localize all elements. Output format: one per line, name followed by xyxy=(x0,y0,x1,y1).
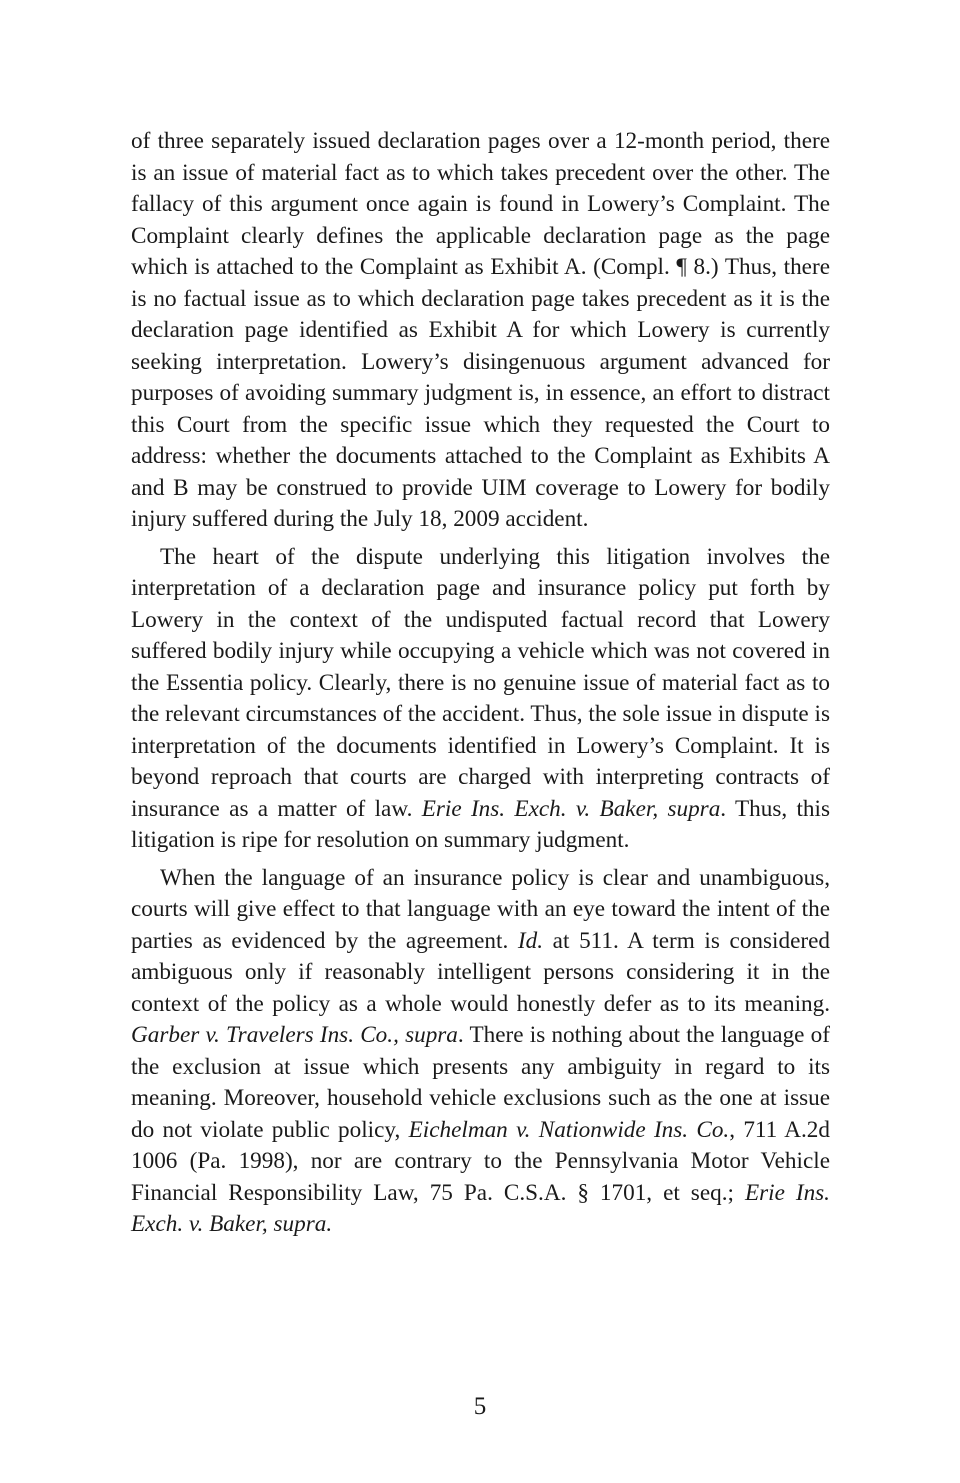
case-citation: Eichelman v. Nationwide Ins. Co. xyxy=(408,1116,730,1143)
paragraph-2-text: . Thus, this litigation is ripe for resolution on summary judgment. xyxy=(131,795,830,853)
paragraph-3-text: at 511. A term is considered ambiguous only if reasonably intelligent persons considering it in the context of the policy as a whole would honestly defer as to its meaning. xyxy=(131,927,830,1017)
paragraph-2 xyxy=(131,542,830,857)
paragraph-3 xyxy=(131,863,830,1241)
case-citation: Id. xyxy=(517,927,544,954)
paragraph-3-text: . There is nothing about the language of the exclusion at issue which presents any ambiguity in regard to its meaning. Moreover, household vehicle exclusions such as the one at issue do not violate public policy, xyxy=(131,1022,830,1143)
paragraph-3-text: , 711 A.2d 1006 (Pa. 1998), nor are contrary to the Pennsylvania Motor Vehicle Financial Responsibility Law, 75 Pa. C.S.A. § 1701, et seq.; xyxy=(131,1116,830,1206)
paragraph-2-text: The heart of the dispute underlying this litigation involves the interpretation of a declaration page and insurance policy put forth by Lowery in the context of the undisputed factual record that Lowery suffered bodily injury while occupying a vehicle which was not covered in the Essentia policy. Clearly, there is no genuine issue of material fact as to the relevant circumstances of the accident. Thus, the sole issue in dispute is interpretation of the documents identified in Lowery’s Complaint. It is beyond reproach that courts are charged with interpreting contracts of insurance as a matter of law. xyxy=(131,543,830,822)
case-citation: Erie Ins. Exch. v. Baker, supra. xyxy=(131,1179,830,1237)
body-text xyxy=(131,126,830,1241)
paragraph-1-text: of three separately issued declaration pages over a 12-month period, there is an issue of material fact as to which takes precedent over the other. The fallacy of this argument once again is found in Lowery’s Complaint. The Complaint clearly defines the applicable declaration page as the page which is attached to the Complaint as Exhibit A. (Compl. ¶ 8.) Thus, there is no factual issue as to which declaration page takes precedent as it is the declaration page identified as Exhibit A for which Lowery is currently seeking interpretation. Lowery’s disingenuous argument advanced for purposes of avoiding summary judgment is, in essence, an effort to distract this Court from the specific issue which they requested the Court to address: whether the documents attached to the Complaint as Exhibits A and B may be construed to provide UIM coverage to Lowery for bodily injury suffered during the July 18, 2009 accident. xyxy=(131,128,830,532)
paragraph-1 xyxy=(131,126,830,536)
page-number: 5 xyxy=(473,1393,487,1420)
paragraph-3-text: When the language of an insurance policy is clear and unambiguous, courts will give effect to that language with an eye toward the intent of the parties as evidenced by the agreement. xyxy=(131,864,830,954)
case-citation: Erie Ins. Exch. v. Baker, supra xyxy=(421,795,721,822)
case-citation: Garber v. Travelers Ins. Co., supra xyxy=(131,1022,458,1048)
